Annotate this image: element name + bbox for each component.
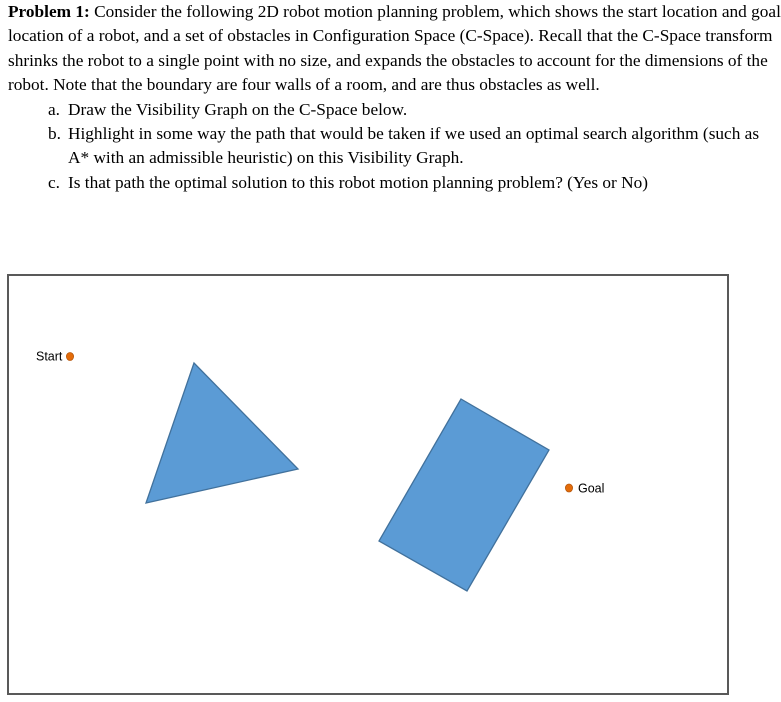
question-marker: b. [48, 124, 61, 144]
start-point [66, 353, 73, 361]
goal-label: Goal [578, 481, 605, 496]
question-marker: a. [48, 99, 60, 119]
room-boundary [8, 275, 728, 694]
problem-intro-text: Consider the following 2D robot motion planning problem, which shows the start location and goal location of a robot, and a set of obstacles in Configuration Space (C-Space). Recall that the C-Space transform shrinks the robot to a single point with no size, and expands the obstacles to account for the dimensions of the robot. Note that the boundary are four walls of a room, and are thus obstacles as well. [8, 2, 781, 95]
start-label: Start [36, 349, 63, 364]
problem-heading: Problem 1: [8, 2, 90, 21]
question-text: Is that path the optimal solution to this robot motion planning problem? (Yes or No) [68, 172, 648, 192]
question-text: Draw the Visibility Graph on the C-Space below. [68, 99, 408, 119]
goal-point [565, 484, 572, 492]
question-text: Highlight in some way the path that would be taken if we used an optimal search algorithm (such as A* with an admissible heuristic) on this Visibility Graph. [68, 124, 760, 168]
question-marker: c. [48, 172, 60, 192]
